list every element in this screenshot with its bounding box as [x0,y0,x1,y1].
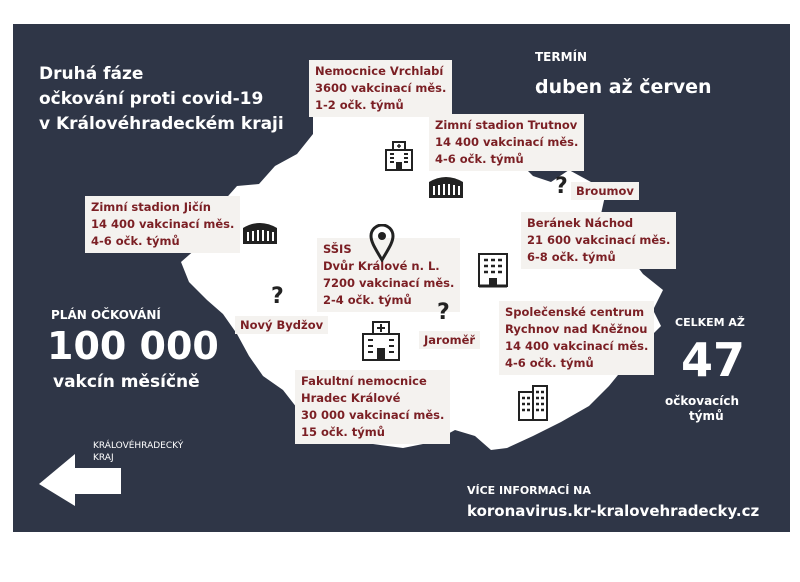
termin-label: TERMÍN [535,50,588,64]
location-trutnov [429,114,584,171]
logo-line-2: KRAJ [93,453,114,463]
hospital-icon [383,140,415,172]
location-novy-bydzov: Nový Bydžov [235,316,328,334]
title-line-1: Druhá fáze [39,64,144,84]
celkem-label: CELKEM AŽ [675,316,745,329]
page-title [39,62,284,137]
logo-icon [35,454,127,506]
location-doses: 14 400 vakcinací měs. [505,339,649,353]
location-name-1: SŠIS [323,242,352,256]
info-url[interactable]: koronavirus.kr-kralovehradecky.cz [467,502,760,520]
building-icon [515,384,551,422]
question-icon: ? [555,174,568,199]
location-doses: 30 000 vakcinací měs. [301,408,445,422]
location-name-2: Hradec Králové [301,391,401,405]
location-teams: 6-8 očk. týmů [527,250,616,264]
location-jaromer: Jaroměř [419,331,480,349]
location-teams: 4-6 očk. týmů [505,356,594,370]
plan-unit: vakcín měsíčně [53,372,200,392]
location-teams: 4-6 očk. týmů [435,152,524,166]
celkem-value: 47 [681,333,746,387]
location-name-1: Fakultní nemocnice [301,374,427,388]
title-line-3: v Královéhradeckém kraji [39,114,284,134]
location-doses: 14 400 vakcinací měs. [435,135,579,149]
location-name: Zimní stadion Jičín [91,200,211,214]
info-label: VÍCE INFORMACÍ NA [467,484,591,497]
location-vrchlabi [309,60,452,117]
location-doses: 7200 vakcinací měs. [323,276,455,290]
location-nachod [521,212,676,269]
question-icon: ? [271,284,284,309]
location-teams: 15 očk. týmů [301,425,385,439]
location-doses: 3600 vakcinací měs. [315,81,447,95]
location-name: Nemocnice Vrchlabí [315,64,444,78]
location-jicin [85,196,240,253]
location-name-1: Společenské centrum [505,305,645,319]
location-doses: 14 400 vakcinací měs. [91,217,235,231]
stadium-icon [427,172,465,200]
building-icon [475,250,511,288]
location-teams: 2-4 očk. týmů [323,293,412,307]
location-doses: 21 600 vakcinací měs. [527,233,671,247]
celkem-unit-1: očkovacích [665,394,740,408]
location-rychnov [499,301,654,375]
plan-value: 100 000 [47,324,219,368]
location-broumov: Broumov [571,182,639,200]
title-line-2: očkování proti covid-19 [39,89,264,109]
location-hradec-kralove [295,370,450,444]
hospital-icon [359,320,403,362]
stadium-icon [241,218,279,246]
celkem-unit-2: týmů [689,409,724,423]
logo-line-1: KRÁLOVÉHRADECKÝ [93,441,184,451]
location-name: Beránek Náchod [527,216,634,230]
location-name-2: Rychnov nad Kněžnou [505,322,648,336]
plan-label: PLÁN OČKOVÁNÍ [51,308,161,322]
question-icon: ? [437,300,450,325]
location-name: Zimní stadion Trutnov [435,118,578,132]
location-teams: 4-6 očk. týmů [91,234,180,248]
location-teams: 1-2 očk. týmů [315,98,404,112]
location-pin-icon [369,224,395,262]
termin-value: duben až červen [535,76,712,98]
poster [13,24,790,532]
location-name-2: Dvůr Králové n. L. [323,259,440,273]
